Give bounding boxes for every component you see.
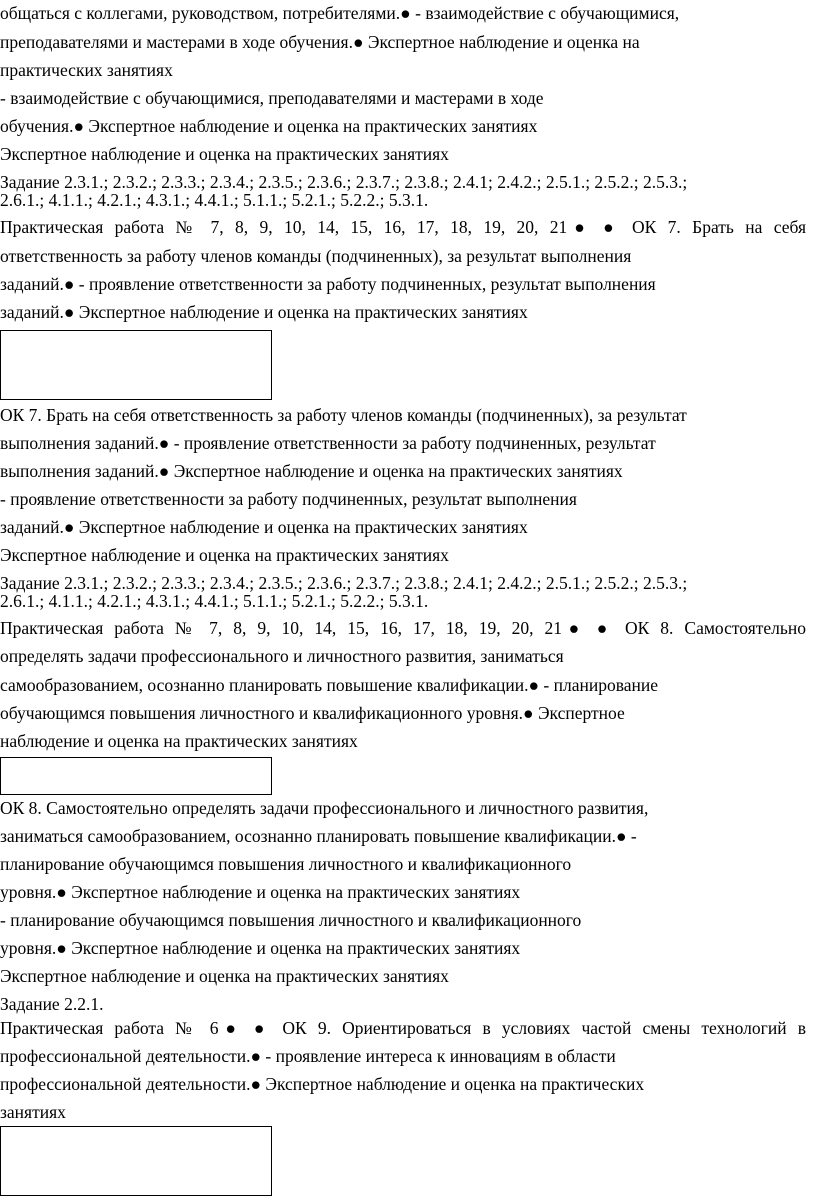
text-line: Задание 2.2.1.: [0, 994, 104, 1014]
text-line: - планирование обучающимся повышения личностного и квалификационного: [0, 910, 582, 930]
text-line: Задание 2.3.1.; 2.3.2.; 2.3.3.; 2.3.4.; 2.3.5.; 2.3.6.; 2.3.7.; 2.3.8.; 2.4.1; 2.4.2.; 2.5.1.; 2.5.2.; 2.5.3.;: [0, 172, 688, 192]
text-line: самообразованием, осознанно планировать повышение квалификации.● - планирование: [0, 675, 659, 695]
text-line: обучения.● Экспертное наблюдение и оценка на практических занятиях: [0, 116, 538, 136]
text-line: Практическая работа № 6● ● ОК 9. Ориентироваться в условиях частой смены технологий в: [0, 1018, 806, 1038]
text-line: планирование обучающимся повышения личностного и квалификационного: [0, 854, 572, 874]
text-line: ответственность за работу членов команды (подчиненных), за результат выполнения: [0, 246, 632, 266]
text-line: выполнения заданий.● - проявление ответственности за работу подчиненных, результат: [0, 433, 656, 453]
text-line: выполнения заданий.● Экспертное наблюдение и оценка на практических занятиях: [0, 461, 623, 481]
text-line: определять задачи профессионального и личностного развития, заниматься: [0, 646, 564, 666]
text-line: преподавателями и мастерами в ходе обучения.● Экспертное наблюдение и оценка на: [0, 32, 640, 52]
text-line: - взаимодействие с обучающимися, преподавателями и мастерами в ходе: [0, 88, 544, 108]
text-line: - проявление ответственности за работу подчиненных, результат выполнения: [0, 489, 577, 509]
text-line: наблюдение и оценка на практических занятиях: [0, 731, 358, 751]
empty-table-cell: [0, 757, 272, 795]
text-line: Экспертное наблюдение и оценка на практических занятиях: [0, 545, 449, 565]
text-line: заданий.● - проявление ответственности за работу подчиненных, результат выполнения: [0, 274, 656, 294]
text-line: Экспертное наблюдение и оценка на практических занятиях: [0, 966, 449, 986]
text-line: общаться с коллегами, руководством, потребителями.● - взаимодействие с обучающимися,: [0, 3, 680, 23]
text-line: занятиях: [0, 1102, 66, 1122]
text-line: заданий.● Экспертное наблюдение и оценка на практических занятиях: [0, 517, 528, 537]
text-line: Практическая работа № 7, 8, 9, 10, 14, 15, 16, 17, 18, 19, 20, 21● ● ОК 8. Самостоятельно: [0, 618, 806, 638]
text-line: заниматься самообразованием, осознанно планировать повышение квалификации.● -: [0, 826, 637, 846]
text-line: обучающимся повышения личностного и квалификационного уровня.● Экспертное: [0, 703, 625, 723]
text-line: заданий.● Экспертное наблюдение и оценка на практических занятиях: [0, 302, 528, 322]
text-line: Задание 2.3.1.; 2.3.2.; 2.3.3.; 2.3.4.; 2.3.5.; 2.3.6.; 2.3.7.; 2.3.8.; 2.4.1; 2.4.2.; 2.5.1.; 2.5.2.; 2.5.3.;: [0, 573, 688, 593]
text-line: профессиональной деятельности.● Экспертное наблюдение и оценка на практических: [0, 1074, 645, 1094]
text-line: 2.6.1.; 4.1.1.; 4.2.1.; 4.3.1.; 4.4.1.; 5.1.1.; 5.2.1.; 5.2.2.; 5.3.1.: [0, 190, 429, 210]
text-line: 2.6.1.; 4.1.1.; 4.2.1.; 4.3.1.; 4.4.1.; 5.1.1.; 5.2.1.; 5.2.2.; 5.3.1.: [0, 591, 429, 611]
text-line: ОК 8. Самостоятельно определять задачи профессионального и личностного развития,: [0, 798, 649, 818]
text-line: ОК 7. Брать на себя ответственность за работу членов команды (подчиненных), за результат: [0, 405, 687, 425]
text-line: Экспертное наблюдение и оценка на практических занятиях: [0, 144, 449, 164]
text-line: профессиональной деятельности.● - проявление интереса к инновациям в области: [0, 1046, 616, 1066]
text-line: практических занятиях: [0, 60, 173, 80]
empty-table-cell: [0, 1126, 272, 1196]
text-line: уровня.● Экспертное наблюдение и оценка на практических занятиях: [0, 938, 521, 958]
text-line: уровня.● Экспертное наблюдение и оценка на практических занятиях: [0, 882, 521, 902]
text-line: Практическая работа № 7, 8, 9, 10, 14, 15, 16, 17, 18, 19, 20, 21● ● ОК 7. Брать на себя: [0, 217, 806, 237]
empty-table-cell: [0, 330, 272, 400]
